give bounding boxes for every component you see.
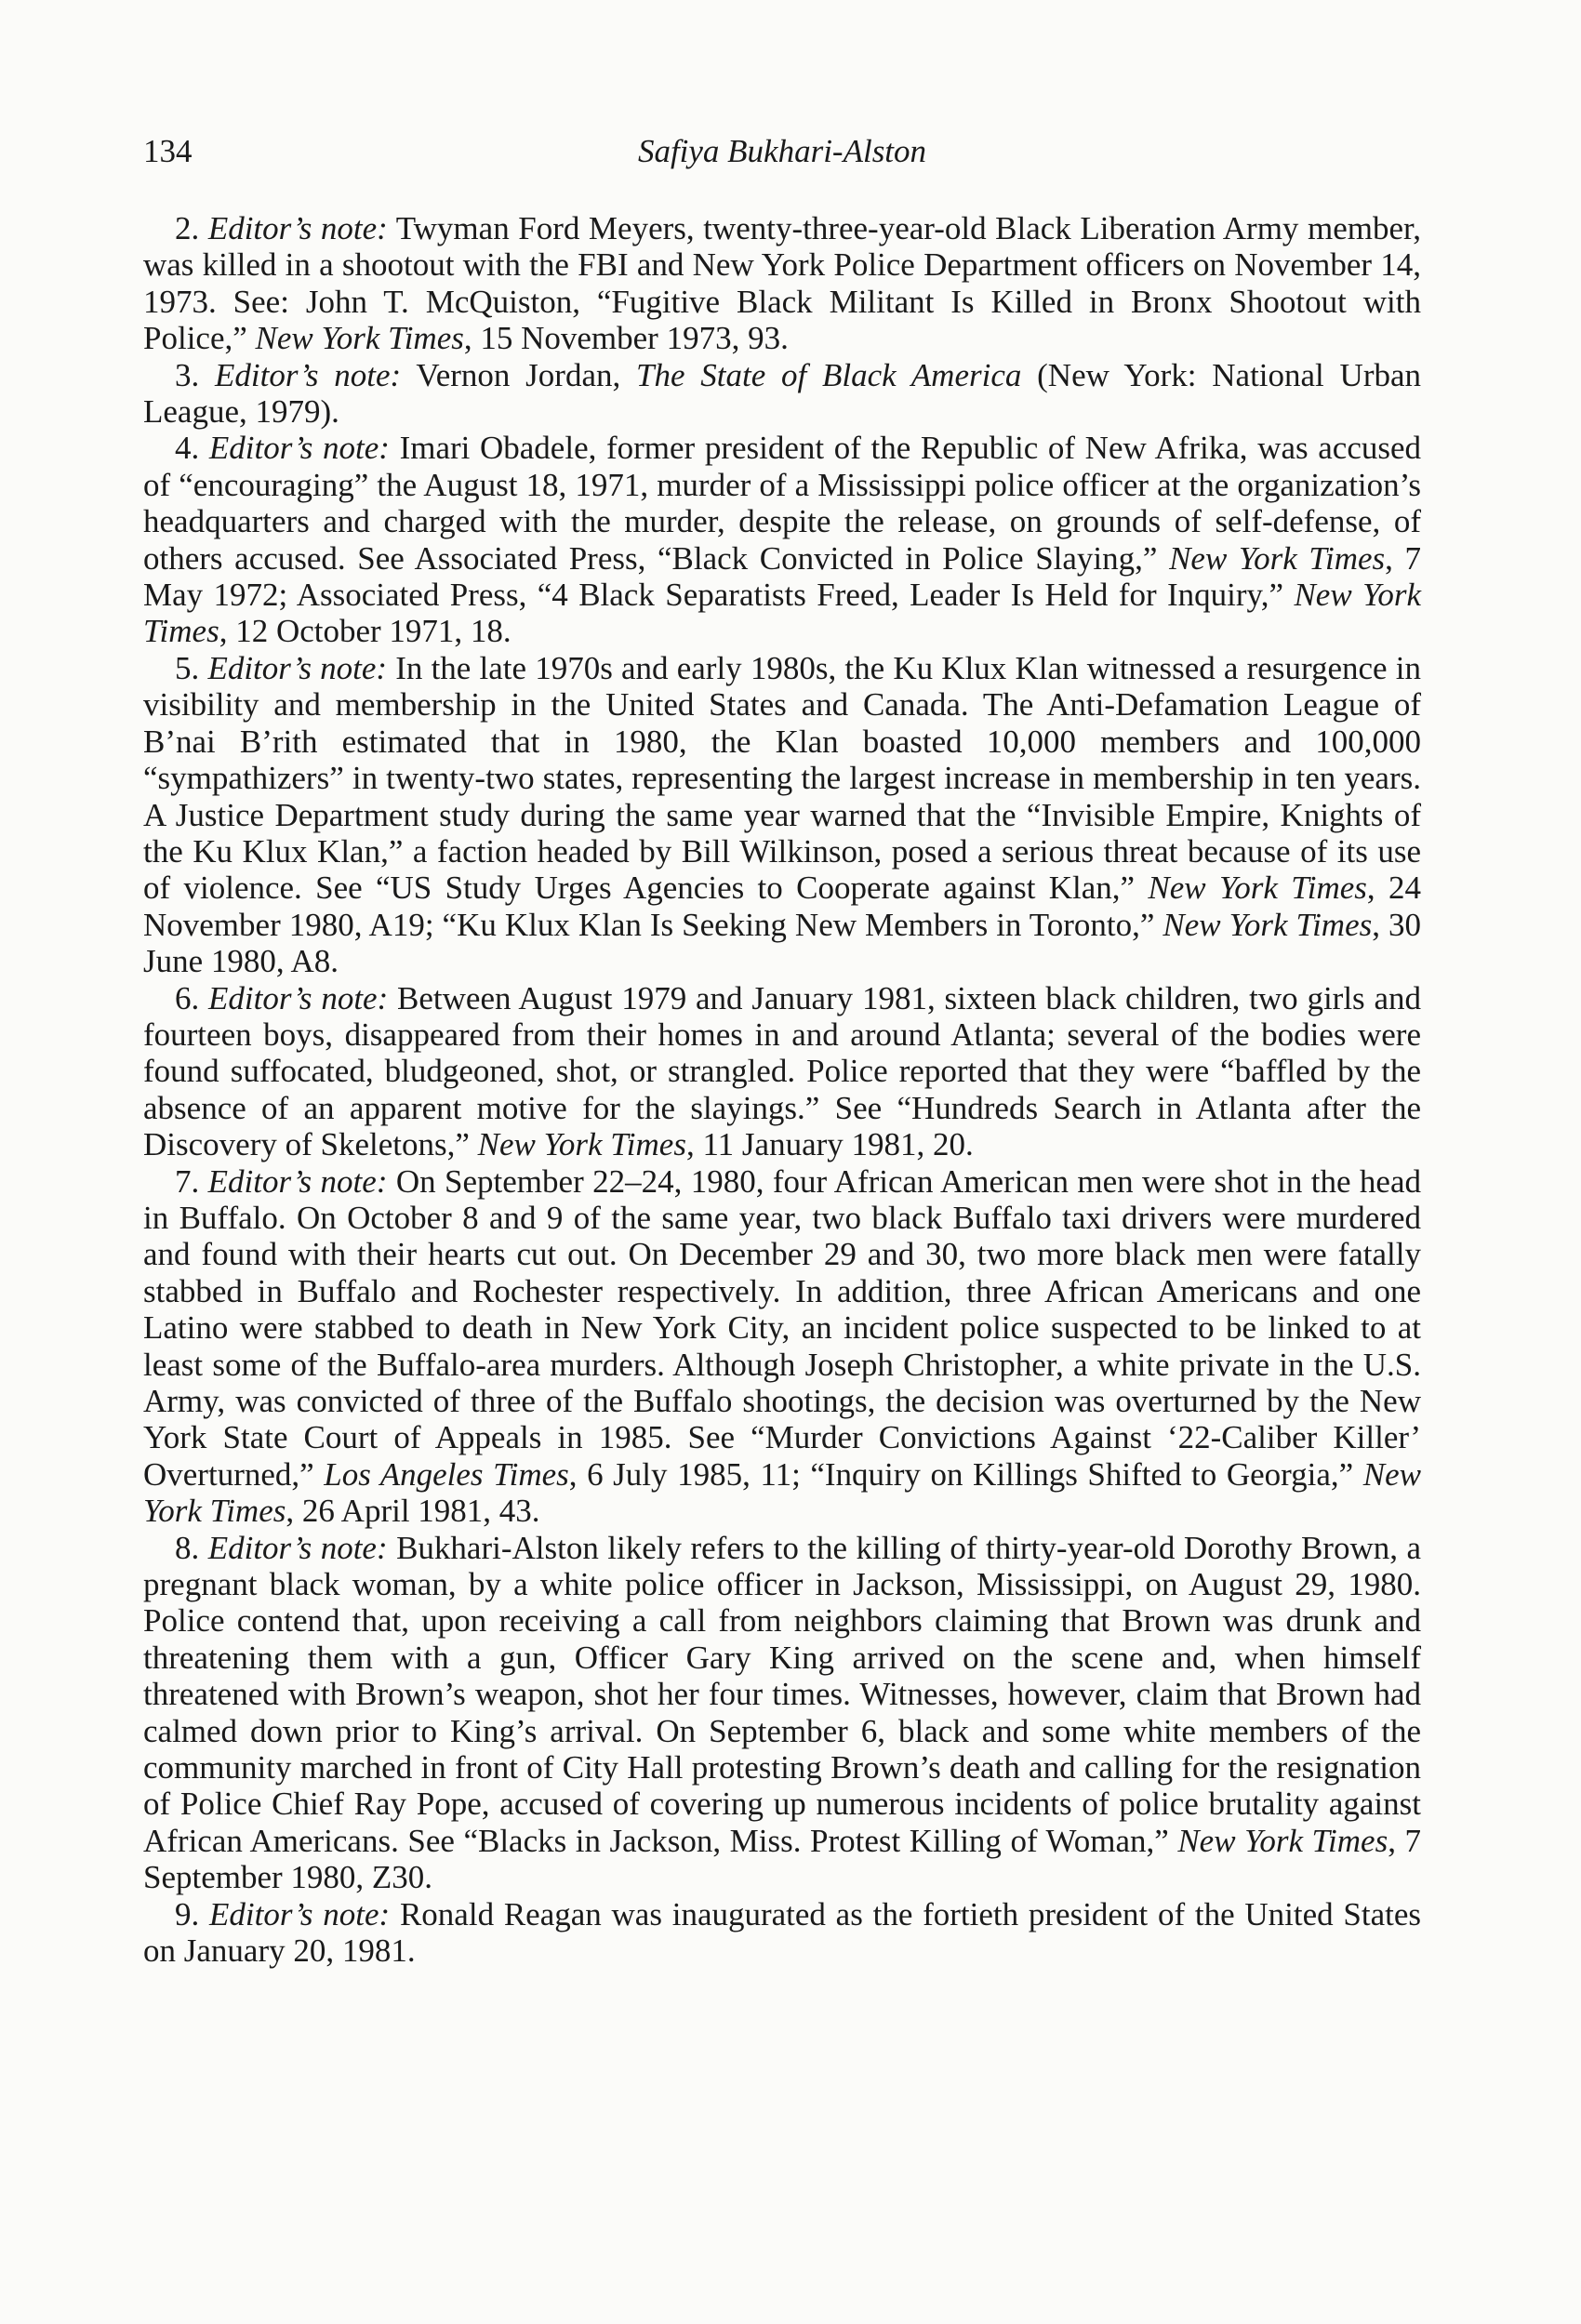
endnote-5 bbox=[143, 650, 1421, 980]
note-number: 4. bbox=[175, 430, 200, 467]
note-6-source-1: New York Times bbox=[477, 1126, 686, 1163]
note-3-text-1: Vernon Jordan, bbox=[401, 356, 637, 393]
editors-note-label: Editor’s note: bbox=[215, 356, 402, 393]
note-3-source-1: The State of Black America bbox=[636, 356, 1022, 393]
note-8-text-1: Bukhari-Alston likely refers to the killing of thirty-year-old Dorothy Brown, a pregnant black woman, by a white police officer in Jackson, Mississippi, on August 29, 1980. Police contend that, upon receiving a call from neighbors claiming that Brown was drunk and threatening them with a gun, Officer Gary King arrived on the scene and, when himself threatened with Brown’s weapon, shot her four times. Witnesses, however, claim that Brown had calmed down prior to King’s arrival. On September 6, black and some white members of the community marched in front of City Hall protesting Brown’s death and calling for the resignation of Police Chief Ray Pope, accused of covering up numerous incidents of police brutality against African Americans. See “Blacks in Jackson, Miss. Protest Killing of Woman,” bbox=[143, 1529, 1421, 1859]
note-number: 7. bbox=[175, 1162, 200, 1200]
endnote-7 bbox=[143, 1163, 1421, 1530]
note-6-text-1: Between August 1979 and January 1981, sixteen black children, two girls and fourteen boys, disappeared from their homes in and around Atlanta; several of the bodies were found suffocated, bludgeoned, shot, or strangled. Police reported that they were “baffled by the absence of an apparent motive for the slayings.” See “Hundreds Search in Atlanta after the Discovery of Skeletons,” bbox=[143, 979, 1421, 1163]
note-5-text-3: , 30 June 1980, A8. bbox=[143, 906, 1421, 980]
endnote-2 bbox=[143, 210, 1421, 357]
endnotes bbox=[143, 210, 1421, 1970]
note-3-text-2: (New York: National Urban League, 1979). bbox=[143, 356, 1422, 431]
note-number: 6. bbox=[175, 979, 200, 1016]
note-5-source-1: New York Times bbox=[1148, 870, 1367, 907]
note-4-text-1: Imari Obadele, former president of the Republic of New Afrika, was accused of “encouraging” the August 18, 1971, murder of a Mississippi police officer at the organization’s headquarters and charged with the murder, despite the release, on grounds of self-defense, of others accused. See Associated Press, “Black Convicted in Police Slaying,” bbox=[143, 430, 1422, 577]
page-number: 134 bbox=[143, 133, 193, 169]
editors-note-label: Editor’s note: bbox=[207, 649, 388, 686]
endnote-4 bbox=[143, 430, 1421, 649]
note-6-text-2: , 11 January 1981, 20. bbox=[685, 1126, 974, 1163]
note-number: 9. bbox=[175, 1895, 200, 1932]
note-2-text-2: , 15 November 1973, 93. bbox=[463, 320, 789, 357]
editors-note-label: Editor’s note: bbox=[208, 430, 390, 467]
endnote-9 bbox=[143, 1896, 1421, 1970]
note-5-text-1: In the late 1970s and early 1980s, the Ku Klux Klan witnessed a resurgence in visibility and membership in the United States and Canada. The Anti-Defamation League of B’nai B’rith estimated that in 1980, the Klan boasted 10,000 members and 100,000 “sympathizers” in twenty-two states, representing the largest increase in membership in ten years. A Justice Department study during the same year warned that the “Invisible Empire, Knights of the Ku Klux Klan,” a faction headed by Bill Wilkinson, posed a serious threat because of its use of violence. See “US Study Urges Agencies to Cooperate against Klan,” bbox=[143, 649, 1421, 907]
note-number: 5. bbox=[175, 649, 200, 686]
note-7-source-2: New York Times bbox=[143, 1455, 1422, 1530]
note-7-text-1: On September 22–24, 1980, four African American men were shot in the head in Buffalo. On October 8 and 9 of the same year, two black Buffalo taxi drivers were murdered and found with their hearts cut out. On December 29 and 30, two more black men were fatally stabbed in Buffalo and Rochester respectively. In addition, three African Americans and one Latino were stabbed to death in New York City, an incident police suspected to be linked to at least some of the Buffalo-area murders. Although Joseph Christopher, a white private in the U.S. Army, was convicted of three of the Buffalo shootings, the decision was overturned by the New York State Court of Appeals in 1985. See “Murder Convictions Against ‘22-Caliber Killer’ Overturned,” bbox=[143, 1162, 1422, 1493]
note-7-text-3: , 26 April 1981, 43. bbox=[286, 1493, 540, 1530]
running-head bbox=[143, 128, 1421, 175]
editors-note-label: Editor’s note: bbox=[209, 1895, 391, 1932]
editors-note-label: Editor’s note: bbox=[207, 210, 388, 246]
note-8-source-1: New York Times bbox=[1177, 1822, 1388, 1859]
page bbox=[143, 128, 1421, 1970]
note-number: 8. bbox=[175, 1529, 200, 1566]
note-number: 2. bbox=[175, 210, 200, 246]
note-7-source-1: Los Angeles Times bbox=[324, 1455, 569, 1493]
running-title: Safiya Bukhari-Alston bbox=[637, 133, 927, 169]
editors-note-label: Editor’s note: bbox=[208, 979, 389, 1016]
note-4-text-3: , 12 October 1971, 18. bbox=[219, 613, 512, 650]
note-5-source-2: New York Times bbox=[1162, 906, 1373, 943]
note-4-source-2: New York Times bbox=[143, 577, 1421, 650]
editors-note-label: Editor’s note: bbox=[207, 1529, 388, 1566]
note-8-text-2: , 7 September 1980, Z30. bbox=[143, 1822, 1422, 1896]
note-7-text-2: , 6 July 1985, 11; “Inquiry on Killings Shifted to Georgia,” bbox=[568, 1455, 1363, 1493]
endnote-3 bbox=[143, 357, 1421, 431]
editors-note-label: Editor’s note: bbox=[207, 1162, 388, 1200]
note-5-text-2: , 24 November 1980, A19; “Ku Klux Klan Is Seeking New Members in Toronto,” bbox=[143, 870, 1422, 943]
note-2-source-1: New York Times bbox=[255, 320, 464, 357]
note-2-text-1: Twyman Ford Meyers, twenty-three-year-old Black Liberation Army member, was killed in a shootout with the FBI and New York Police Department officers on November 14, 1973. See: John T. McQuiston, “Fugitive Black Militant Is Killed in Bronx Shootout with Police,” bbox=[143, 210, 1421, 357]
note-4-text-2: , 7 May 1972; Associated Press, “4 Black Separatists Freed, Leader Is Held for Inquiry,” bbox=[143, 539, 1422, 614]
endnote-8 bbox=[143, 1530, 1421, 1896]
note-number: 3. bbox=[175, 356, 200, 393]
note-4-source-1: New York Times bbox=[1169, 539, 1386, 577]
note-9-text-1: Ronald Reagan was inaugurated as the fortieth president of the United States on January 20, 1981. bbox=[143, 1895, 1421, 1970]
endnote-6 bbox=[143, 980, 1421, 1163]
